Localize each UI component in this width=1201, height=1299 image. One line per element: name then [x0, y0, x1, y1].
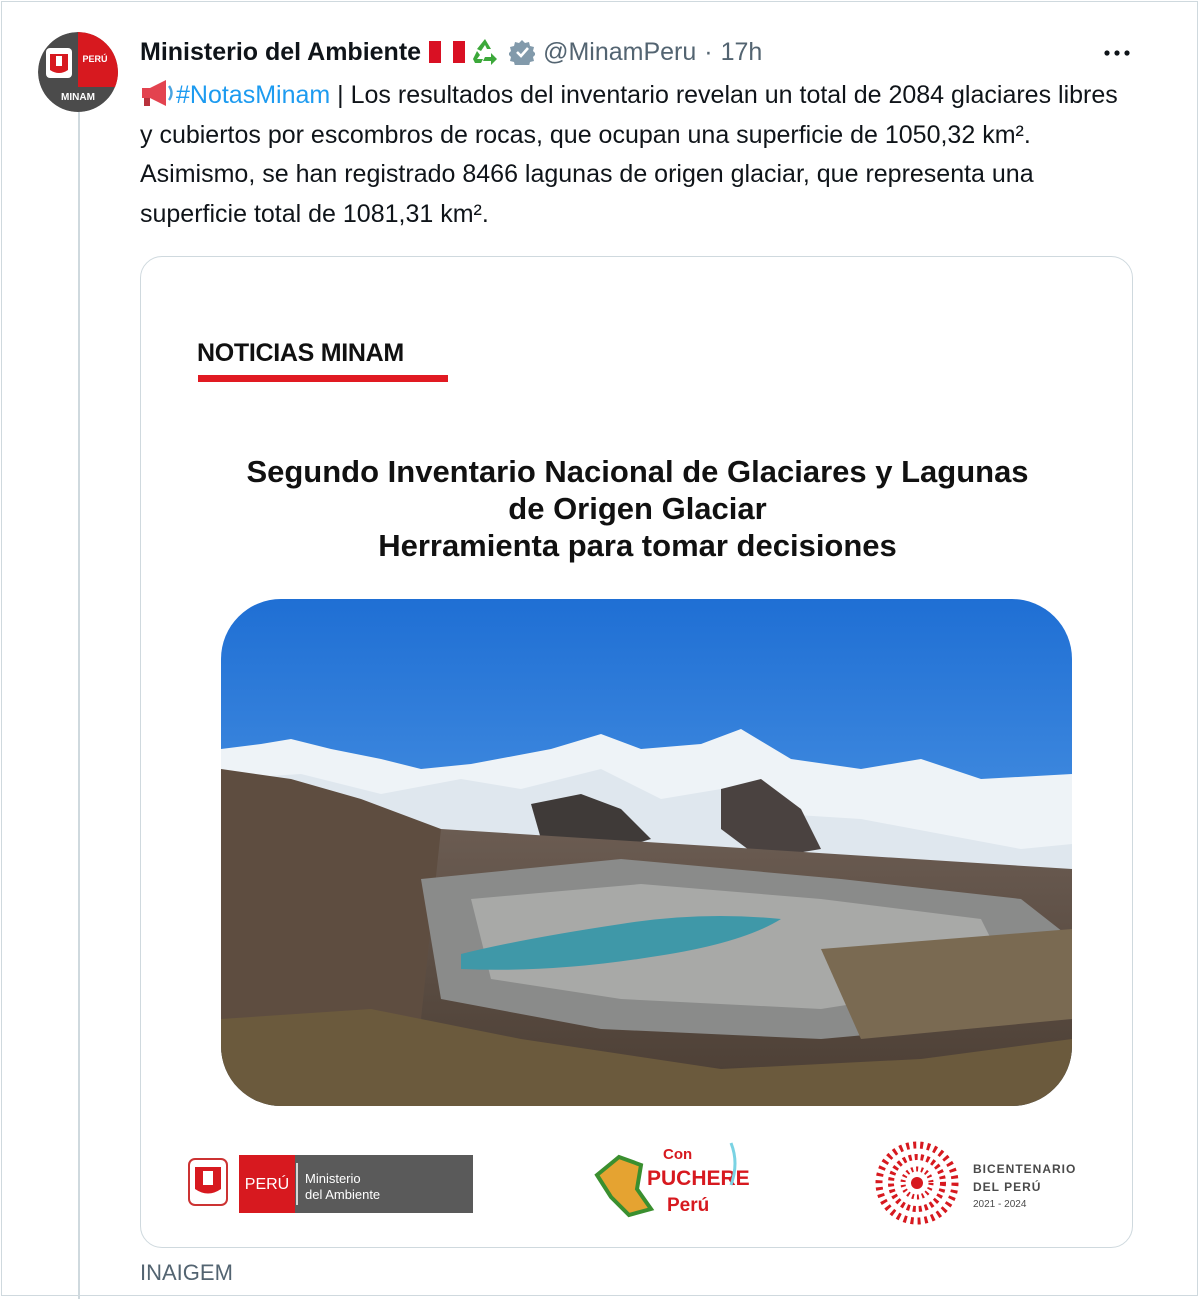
- more-options-icon[interactable]: [1100, 38, 1134, 68]
- bicentenario-logo: [873, 1137, 1113, 1229]
- puchere-line-3: Perú: [667, 1195, 710, 1216]
- minam-logo-name-2: del Ambiente: [305, 1187, 381, 1202]
- minam-logo-country: PERÚ: [244, 1176, 290, 1193]
- card-title-line-1: Segundo Inventario Nacional de Glaciares y Lagunas: [246, 454, 1029, 489]
- glacier-photo: [221, 599, 1072, 1106]
- recycle-icon: [469, 37, 501, 67]
- separator-dot: ·: [704, 37, 713, 66]
- bicentenario-line-3: 2021 - 2024: [973, 1199, 1027, 1210]
- bicentenario-line-2: DEL PERÚ: [973, 1180, 1042, 1194]
- minam-logo-name-1: Ministerio: [305, 1171, 361, 1186]
- peru-flag-icon: [429, 41, 465, 63]
- thread-line: [78, 112, 80, 1299]
- handle[interactable]: @MinamPeru: [543, 37, 697, 66]
- name-emojis: [429, 37, 501, 67]
- timestamp[interactable]: 17h: [720, 37, 763, 66]
- hashtag-link[interactable]: #NotasMinam: [176, 81, 331, 109]
- puchere-line-1: Con: [663, 1146, 693, 1163]
- tweet-header: [140, 34, 1140, 70]
- news-underline: [198, 375, 448, 382]
- verified-badge-icon[interactable]: [509, 39, 535, 65]
- card-title-line-3: Herramienta para tomar decisiones: [378, 528, 897, 563]
- minam-logo: [187, 1153, 477, 1215]
- card-title-line-2: de Origen Glaciar: [508, 491, 767, 526]
- tweet-body: | Los resultados del inventario revelan un total de 2084 glaciares libres y cubiertos por escombros de rocas, que ocupan una superficie de 1050,32 km². Asimismo, se han registrado 8466 lagunas de origen glaciar, que representa una superficie total de 1081,31 km².: [140, 81, 1118, 228]
- avatar-top-text: PERÚ: [82, 54, 108, 64]
- display-name[interactable]: Ministerio del Ambiente: [140, 37, 422, 66]
- bicentenario-line-1: BICENTENARIO: [973, 1162, 1077, 1176]
- media-card[interactable]: [140, 256, 1133, 1248]
- avatar[interactable]: [38, 32, 118, 112]
- news-label: NOTICIAS MINAM: [197, 339, 404, 367]
- image-source-label: INAIGEM: [140, 1260, 233, 1285]
- puchere-line-2: PUCHERE: [647, 1167, 749, 1190]
- avatar-bottom-text: MINAM: [61, 92, 95, 103]
- card-title: [141, 453, 1133, 564]
- megaphone-icon: [140, 78, 176, 108]
- puchere-logo: [589, 1135, 749, 1227]
- tweet-text: [140, 76, 1130, 234]
